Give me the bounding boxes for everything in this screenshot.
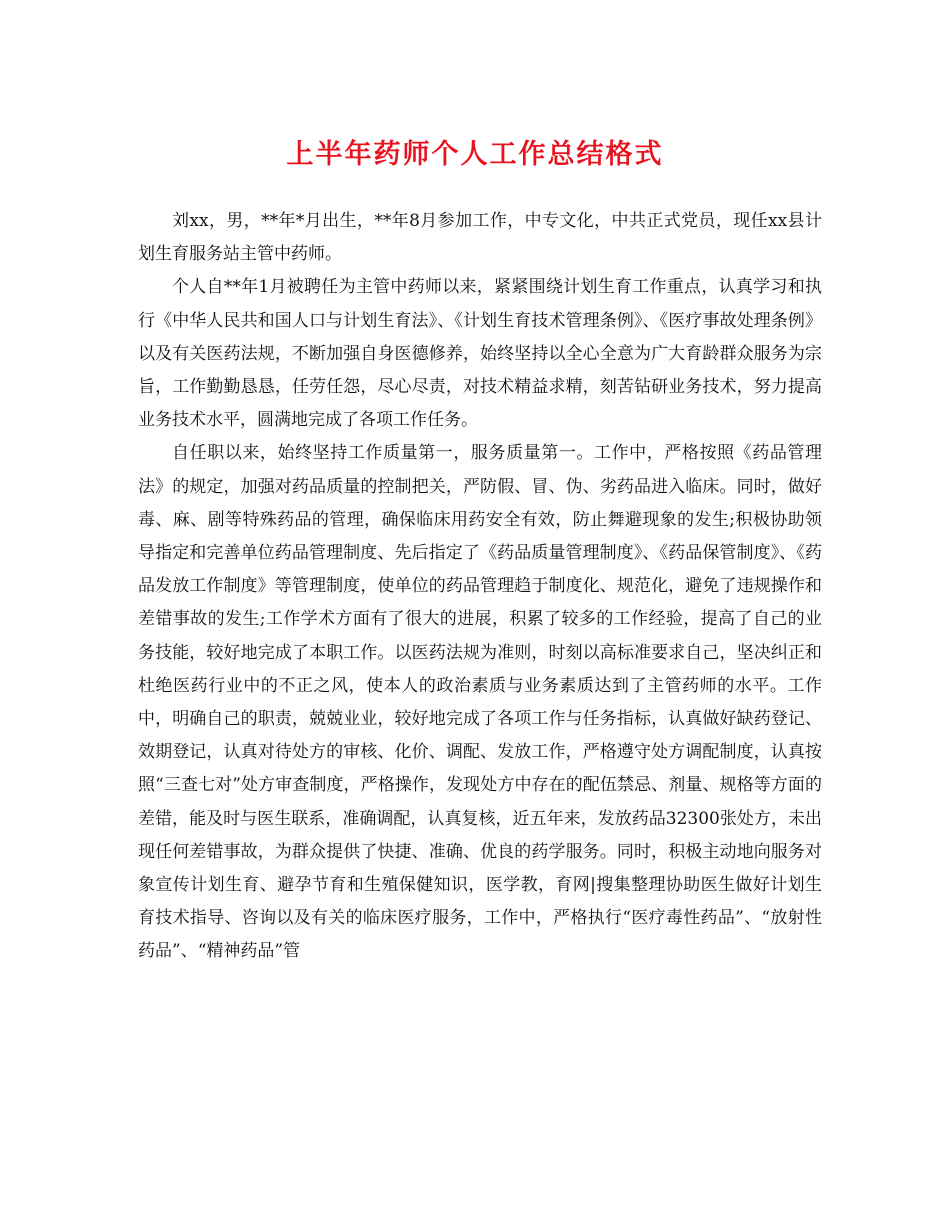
document-body bbox=[138, 205, 822, 969]
paragraph-personal-info: 刘xx，男，**年*月出生，**年8月参加工作，中专文化，中共正式党员，现任xx县计划生育服务站主管中药师。 bbox=[138, 211, 822, 265]
paragraph-appointment: 个人自**年1月被聘任为主管中药师以来，紧紧围绕计划生育工作重点，认真学习和执行《中华人民共和国人口与计划生育法》、《计划生育技术管理条例》、《医疗事故处理条例》以及有关医药法规，不断加强自身医德修养，始终坚持以全心全意为广大育龄群众服务为宗旨，工作勤勤恳恳，任劳任怨，尽心尽责，对技术精益求精，刻苦钻研业务技术，努力提高业务技术水平，圆满地完成了各项工作任务。 bbox=[138, 277, 822, 431]
document-title: 上半年药师个人工作总结格式 bbox=[286, 139, 664, 170]
paragraph-work-quality: 自任职以来，始终坚持工作质量第一，服务质量第一。工作中，严格按照《药品管理法》的规定，加强对药品质量的控制把关，严防假、冒、伪、劣药品进入临床。同时，做好毒、麻、剧等特殊药品的管理，确保临床用药安全有效，防止舞避现象的发生;积极协助领导指定和完善单位药品管理制度、先后指定了《药品质量管理制度》、《药品保管制度》、《药品发放工作制度》等管理制度，使单位的药品管理趋于制度化、规范化，避免了违规操作和差错事故的发生;工作学术方面有了很大的进展，积累了较多的工作经验，提高了自己的业务技能，较好地完成了本职工作。以医药法规为准则，时刻以高标准要求自己，坚决纠正和杜绝医药行业中的不正之风，使本人的政治素质与业务素质达到了主管药师的水平。工作中，明确自己的职责，兢兢业业，较好地完成了各项工作与任务指标，认真做好缺药登记、效期登记，认真对待处方的审核、化价、调配、发放工作，严格遵守处方调配制度，认真按照“三查七对”处方审查制度，严格操作，发现处方中存在的配伍禁忌、剂量、规格等方面的差错，能及时与医生联系，准确调配，认真复核，近五年来，发放药品32300张处方，未出现任何差错事故，为群众提供了快捷、准确、优良的药学服务。同时，积极主动地向服务对象宣传计划生育、避孕节育和生殖保健知识，医学教，育网|搜集整理协助医生做好计划生育技术指导、咨询以及有关的临床医疗服务，工作中，严格执行“医疗毒性药品”、“放射性药品”、“精神药品”管 bbox=[138, 443, 822, 962]
